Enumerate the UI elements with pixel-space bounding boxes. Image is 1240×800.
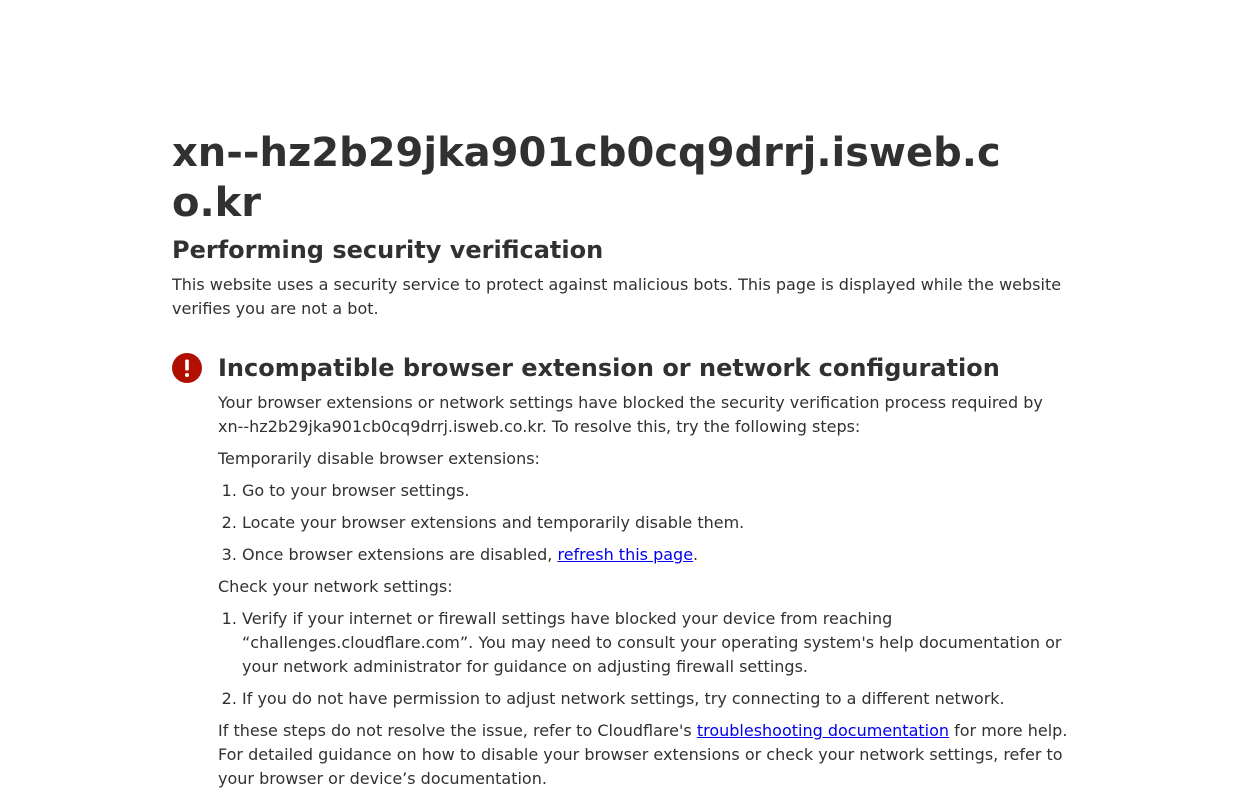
network-steps-list — [218, 607, 1072, 711]
footer-text: If these steps do not resolve the issue, refer to Cloudflare's — [218, 721, 697, 740]
list-item — [242, 543, 1072, 567]
step-text-suffix: . — [693, 545, 699, 564]
footer-text-suffix: for more help. For detailed guidance on how to disable your browser extensions or check your network settings, refer to your browser or device’s documentation. — [218, 721, 1068, 788]
extensions-heading: Temporarily disable browser extensions: — [218, 449, 540, 468]
page-subtitle: Performing security verification — [172, 236, 604, 264]
error-section — [172, 351, 1072, 791]
extension-steps-list — [218, 479, 1072, 567]
page-description: This website uses a security service to protect against malicious bots. This page is displayed while the website verifies you are not a bot. — [172, 275, 1062, 318]
list-item: 2. If you do not have permission to adjust network settings, try connecting to a different network. — [242, 687, 1072, 711]
error-intro: Your browser extensions or network settings have blocked the security verification process required by xn--hz2b29jka901cb0cq9drrj.isweb.co.kr. To resolve this, try the following steps: — [218, 393, 1043, 436]
error-title: Incompatible browser extension or network configuration — [218, 354, 1000, 382]
troubleshooting-documentation-link[interactable]: troubleshooting documentation — [696, 721, 950, 740]
list-item: 1. Verify if your internet or firewall settings have blocked your device from reaching “challenges.cloudflare.com”. You may need to consult your operating system's help documentation or your network administrator for guidance on adjusting firewall settings. — [242, 607, 1072, 679]
list-item: 1. Go to your browser settings. — [242, 479, 1072, 503]
network-heading: Check your network settings: — [218, 577, 453, 596]
main-content — [172, 128, 1072, 791]
list-item: 2. Locate your browser extensions and temporarily disable them. — [242, 511, 1072, 535]
refresh-page-link[interactable]: refresh this page — [557, 545, 694, 564]
exclamation-circle-icon — [172, 353, 202, 383]
help-footer — [218, 719, 1072, 791]
site-domain-title: xn--hz2b29jka901cb0cq9drrj.isweb.co.kr — [172, 130, 1001, 226]
step-text: Once browser extensions are disabled, — [242, 545, 558, 564]
